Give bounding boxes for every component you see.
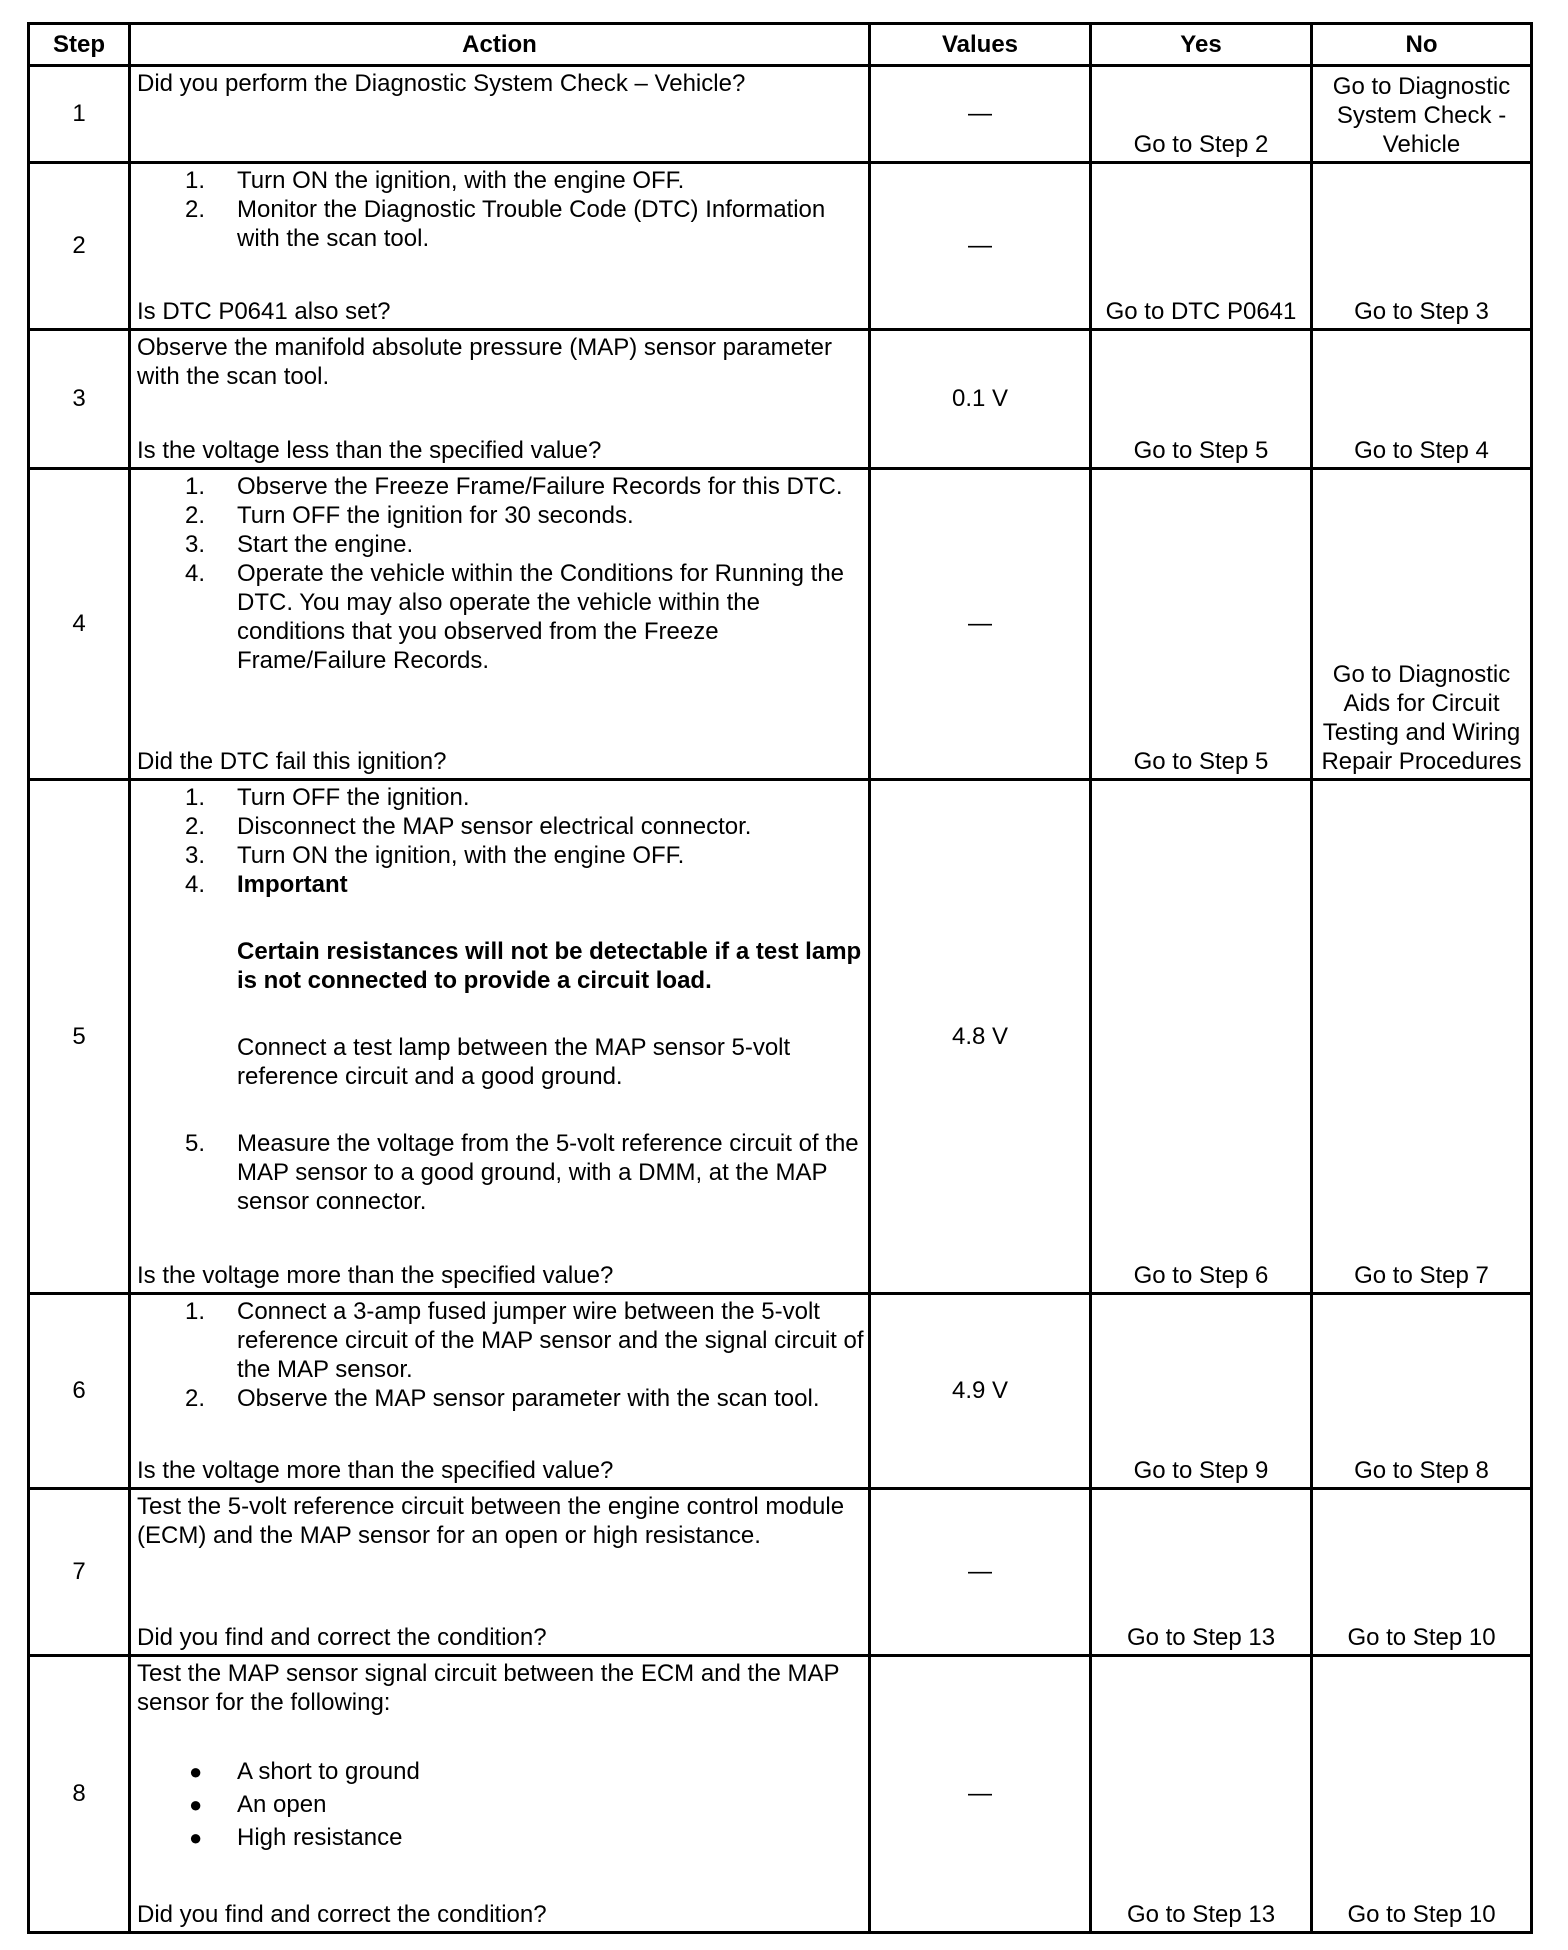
action-cell — [130, 1656, 870, 1933]
action-steps — [137, 783, 864, 1216]
table-row — [29, 780, 1532, 1294]
no-cell: Go to Step 7 — [1312, 780, 1532, 1294]
bullet-list — [137, 1755, 864, 1854]
step-number: 3 — [29, 330, 130, 469]
action-step: 4. Important Certain resistances will not be detectable if a test lamp is not connected to provide a circuit load. Connect a test lamp between the MAP sensor 5-volt reference circuit and a good ground. — [137, 870, 864, 1129]
action-step: 2. Observe the MAP sensor parameter with the scan tool. — [185, 1385, 820, 1412]
action-step: 1. Turn ON the ignition, with the engine OFF. — [185, 167, 685, 194]
action-cell — [130, 1489, 870, 1656]
action-cell — [130, 330, 870, 469]
no-cell: Go to Diagnostic Aids for Circuit Testing and Wiring Repair Procedures — [1312, 469, 1532, 780]
action-cell — [130, 469, 870, 780]
action-step: 4. Operate the vehicle within the Conditions for Running the DTC. You may also operate the vehicle within the conditions that you observed from the Freeze Frame/Failure Records. — [185, 560, 845, 674]
no-cell: Go to Step 10 — [1312, 1489, 1532, 1656]
diagnostic-table — [27, 22, 1533, 1934]
header-values: Values — [870, 24, 1091, 66]
action-question: Is the voltage less than the specified value? — [137, 437, 602, 464]
action-cell — [130, 1294, 870, 1489]
table-row — [29, 469, 1532, 780]
table-row — [29, 66, 1532, 163]
list-item: ● A short to ground — [189, 1758, 420, 1785]
step-number: 2 — [29, 163, 130, 330]
action-question: Did the DTC fail this ignition? — [137, 748, 447, 775]
action-step: 2. Disconnect the MAP sensor electrical connector. — [185, 813, 752, 840]
table-row — [29, 163, 1532, 330]
action-step: 2. Turn OFF the ignition for 30 seconds. — [185, 502, 634, 529]
no-cell: Go to Step 8 — [1312, 1294, 1532, 1489]
action-step: 1. Turn OFF the ignition. — [185, 784, 470, 811]
yes-cell: Go to Step 5 — [1091, 330, 1312, 469]
action-steps — [137, 166, 864, 253]
value-cell: 0.1 V — [870, 330, 1091, 469]
value-cell: — — [870, 1656, 1091, 1933]
table-row — [29, 1489, 1532, 1656]
action-cell — [130, 66, 870, 163]
action-steps — [137, 472, 864, 675]
table-row — [29, 1294, 1532, 1489]
yes-cell: Go to DTC P0641 — [1091, 163, 1312, 330]
yes-cell: Go to Step 2 — [1091, 66, 1312, 163]
table-row — [29, 1656, 1532, 1933]
header-no: No — [1312, 24, 1532, 66]
important-text: Connect a test lamp between the MAP sensor 5-volt reference circuit and a good ground. — [237, 1034, 791, 1090]
action-cell — [130, 163, 870, 330]
header-action: Action — [130, 24, 870, 66]
action-cell — [130, 780, 870, 1294]
action-text: Observe the manifold absolute pressure (MAP) sensor parameter with the scan tool. — [137, 334, 832, 390]
value-cell: 4.9 V — [870, 1294, 1091, 1489]
no-cell: Go to Step 10 — [1312, 1656, 1532, 1933]
value-cell: — — [870, 66, 1091, 163]
header-yes: Yes — [1091, 24, 1312, 66]
step-number: 8 — [29, 1656, 130, 1933]
action-text: Did you perform the Diagnostic System Check – Vehicle? — [137, 70, 746, 97]
action-step: 1. Observe the Freeze Frame/Failure Records for this DTC. — [185, 473, 843, 500]
action-step: 2. Monitor the Diagnostic Trouble Code (DTC) Information with the scan tool. — [185, 196, 826, 252]
action-question: Did you find and correct the condition? — [137, 1624, 547, 1651]
header-step: Step — [29, 24, 130, 66]
action-steps — [137, 1297, 864, 1413]
action-question: Is DTC P0641 also set? — [137, 298, 391, 325]
action-text: Test the 5-volt reference circuit between the engine control module (ECM) and the MAP sensor for an open or high resistance. — [137, 1493, 845, 1549]
step-number: 5 — [29, 780, 130, 1294]
value-cell: — — [870, 1489, 1091, 1656]
no-cell: Go to Step 4 — [1312, 330, 1532, 469]
value-cell: — — [870, 469, 1091, 780]
step-number: 7 — [29, 1489, 130, 1656]
list-item: ● An open — [189, 1791, 327, 1818]
list-item: ● High resistance — [189, 1824, 403, 1851]
action-step: 3. Turn ON the ignition, with the engine OFF. — [185, 842, 685, 869]
value-cell: — — [870, 163, 1091, 330]
no-cell: Go to Step 3 — [1312, 163, 1532, 330]
yes-cell: Go to Step 5 — [1091, 469, 1312, 780]
yes-cell: Go to Step 9 — [1091, 1294, 1312, 1489]
table-row — [29, 330, 1532, 469]
action-question: Did you find and correct the condition? — [137, 1901, 547, 1928]
action-question: Is the voltage more than the specified value? — [137, 1262, 614, 1289]
yes-cell: Go to Step 6 — [1091, 780, 1312, 1294]
step-number: 4 — [29, 469, 130, 780]
yes-cell: Go to Step 13 — [1091, 1489, 1312, 1656]
step-number: 6 — [29, 1294, 130, 1489]
yes-cell: Go to Step 13 — [1091, 1656, 1312, 1933]
step-number: 1 — [29, 66, 130, 163]
action-step: 1. Connect a 3-amp fused jumper wire between the 5-volt reference circuit of the MAP sensor and the signal circuit of the MAP sensor. — [185, 1298, 864, 1383]
action-step: 5. Measure the voltage from the 5-volt reference circuit of the MAP sensor to a good ground, with a DMM, at the MAP sensor connector. — [185, 1130, 859, 1215]
action-step: 3. Start the engine. — [185, 531, 414, 558]
value-cell: 4.8 V — [870, 780, 1091, 1294]
important-note: Certain resistances will not be detectable if a test lamp is not connected to provide a circuit load. — [237, 938, 862, 994]
header-row — [29, 24, 1532, 66]
no-cell: Go to Diagnostic System Check - Vehicle — [1312, 66, 1532, 163]
action-question: Is the voltage more than the specified value? — [137, 1457, 614, 1484]
action-text: Test the MAP sensor signal circuit between the ECM and the MAP sensor for the following: — [137, 1660, 840, 1716]
